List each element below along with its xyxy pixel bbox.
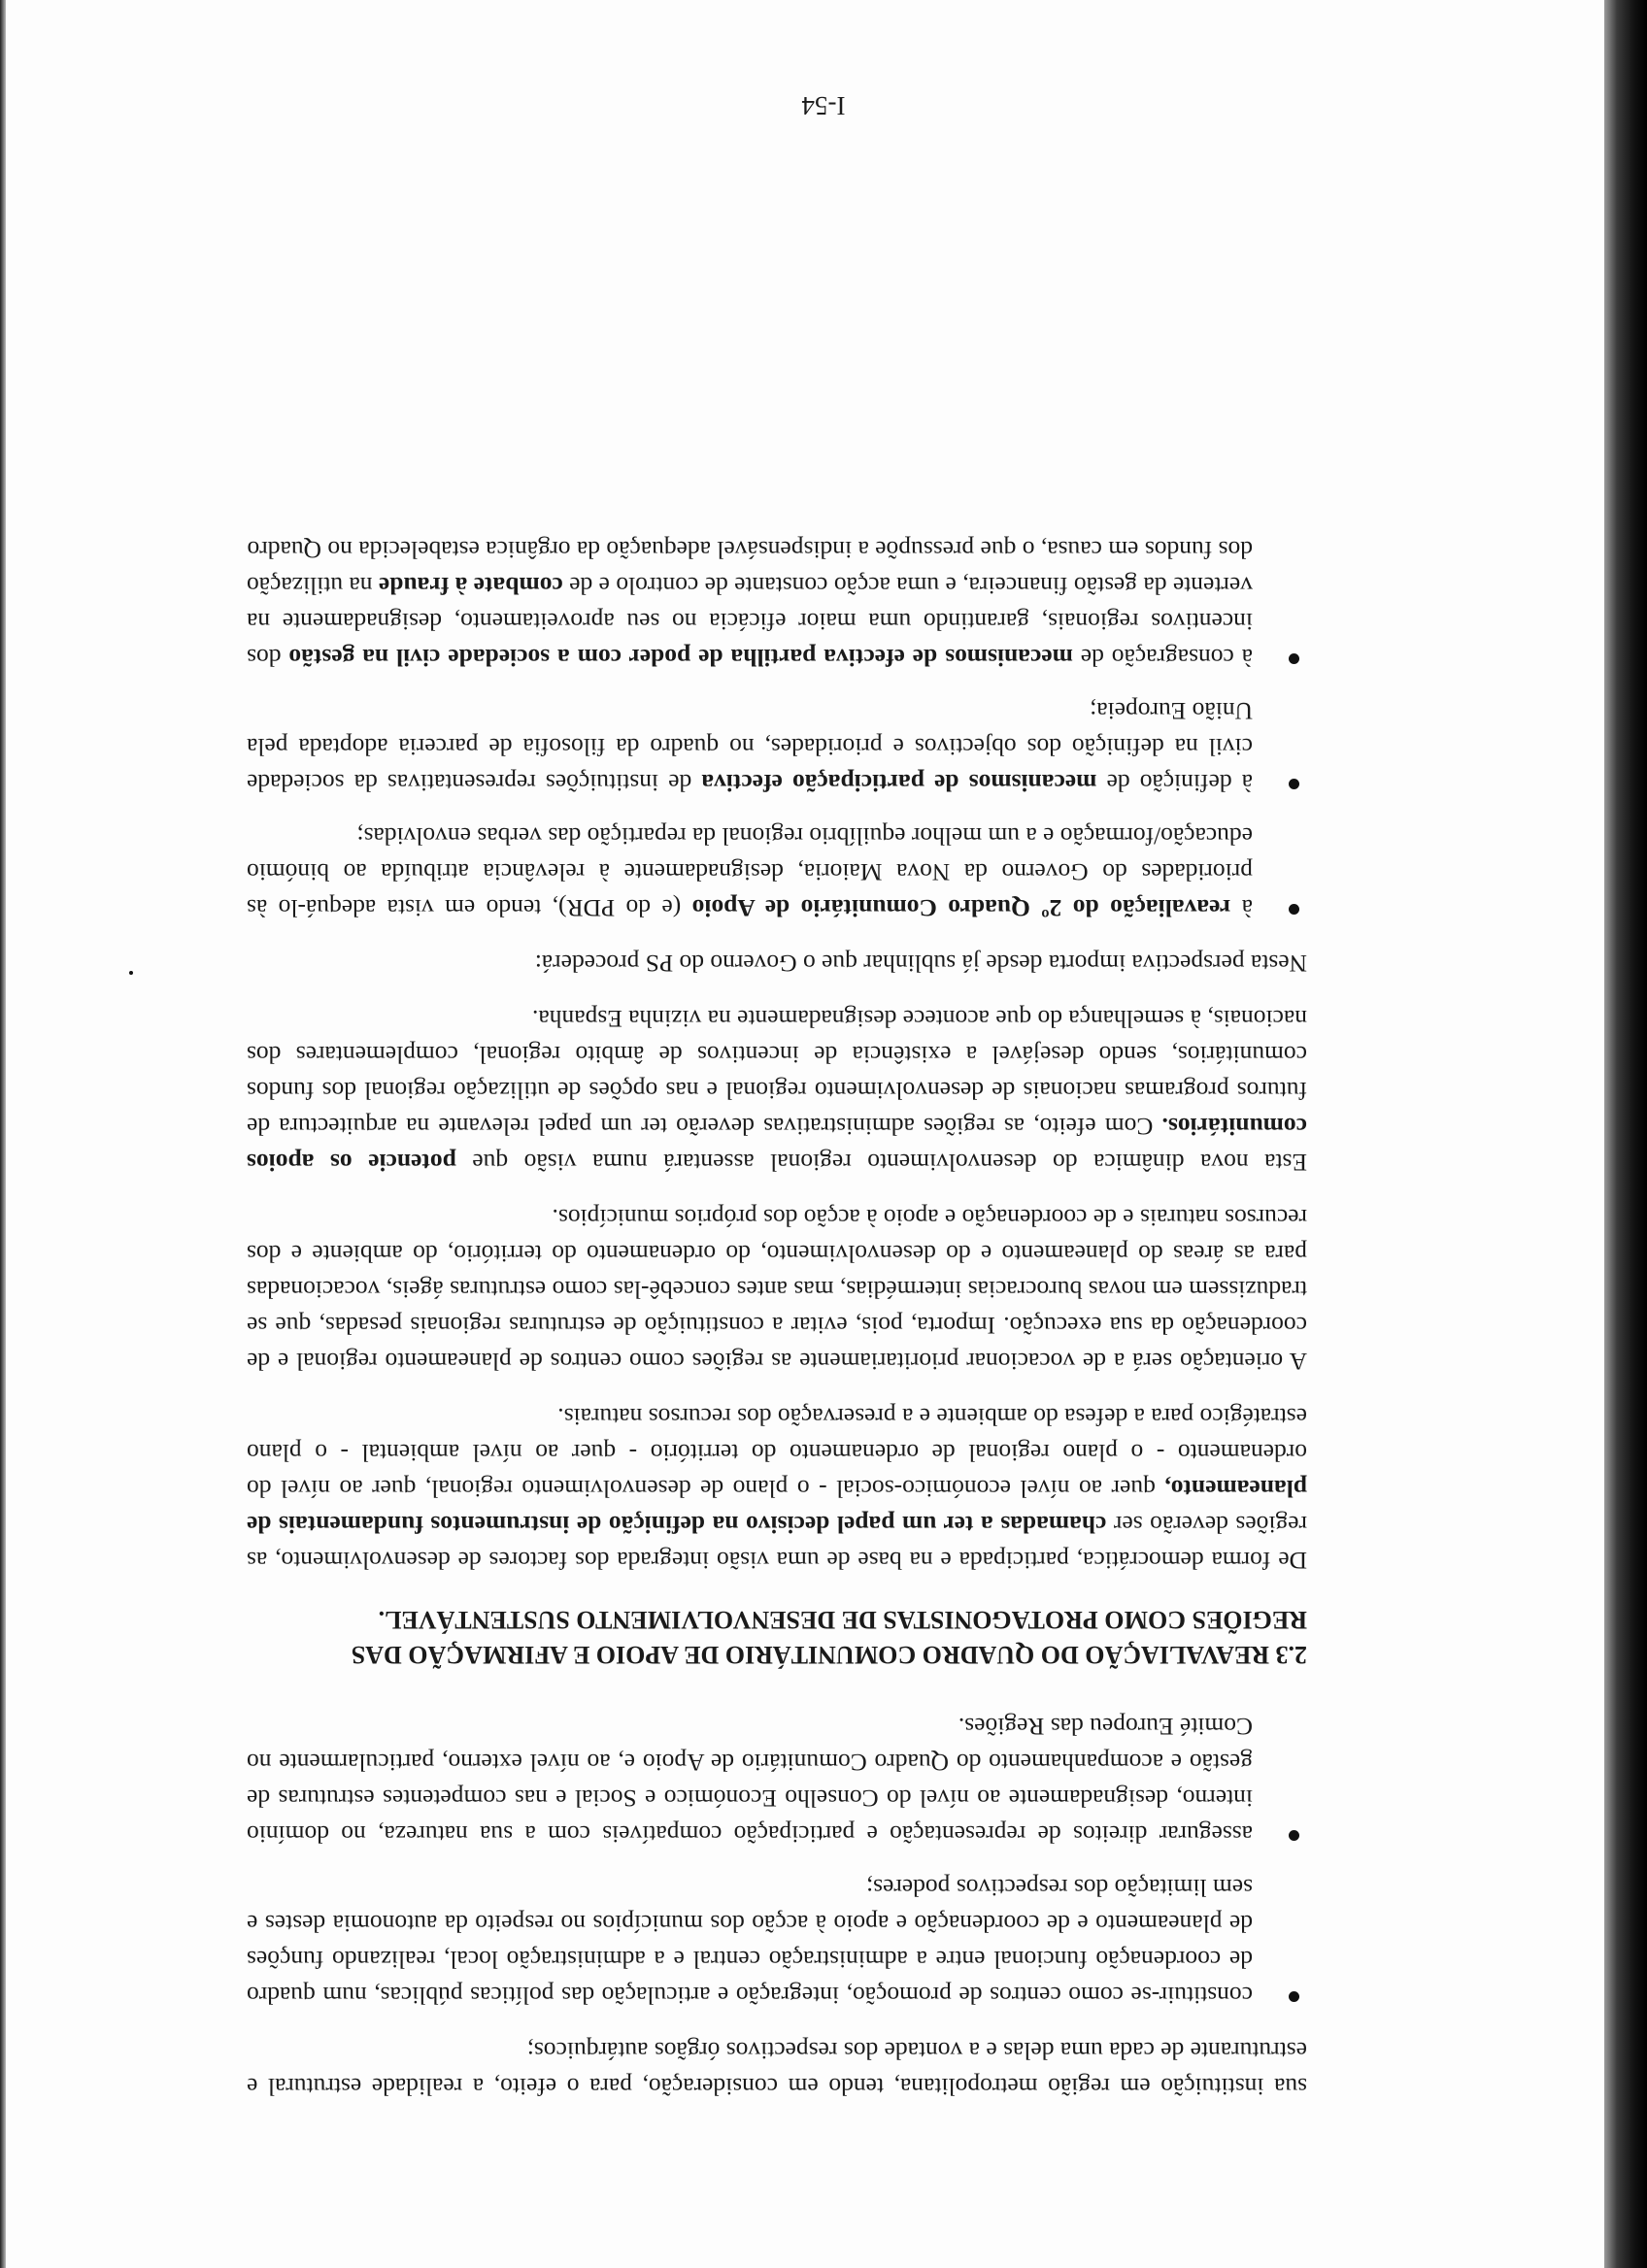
list-item xyxy=(247,1870,1307,2014)
bullet-icon xyxy=(1289,1830,1299,1841)
paragraph-perspective: Nesta perspectiva importa desde já sublinhar que o Governo do PS procederá: xyxy=(534,950,1307,978)
list-item xyxy=(247,1709,1307,1852)
continuation-paragraph: sua instituição em região metropolitana, tendo em consideração, para o efeito, a realidade estrutural e estruturante de cada uma delas e a vontade dos respectivos órgãos autárquicos; xyxy=(247,2037,1307,2101)
list-item-text: constituir-se como centros de promoção, integração e articulação das políticas públicas, num quadro de coordenação funcional entre a administração central e a administração local, realizando funções de planeamento e de coordenação e apoio à acção dos municípios no respeito da autonomia destes e sem limitação dos respectivos poderes; xyxy=(247,1874,1253,2010)
bullet-icon xyxy=(1289,1991,1299,2002)
list-item-text: dos incentivos regionais, garantindo uma maior eficácia no seu aproveitamento, designadamente na vertente da gestão financeira, e uma acção constante de controlo e de xyxy=(247,572,1253,672)
list-item-text: na utilização dos fundos em causa, o que pressupõe a indispensável adequação da orgânica estabelecida no Quadro xyxy=(246,536,1253,600)
paragraph-text: De forma democrática, participada e na base de uma visão integrada dos factores de desenvolvimento, as regiões deverão ser xyxy=(247,1511,1307,1575)
list-item-text: (e do PDR), tendo em vista adequá-lo às prioridades do Governo da Nova Maioria, designadamente à relevância atribuída ao binómio educação/formação e a um melhor equilíbrio regional da repartição das verbas envolvidas; xyxy=(246,822,1253,922)
emphasis-text: reavaliação do 2º Quadro Comunitário de Apoio xyxy=(691,894,1231,922)
paragraph-orientation: A orientação será a de vocacionar prioritariamente as regiões como centros de planeamento regional e de coordenação da sua execução. Importa, pois, evitar a constituição de estruturas regionais pesadas, que se traduzissem em novas burocracias intermédias, mas antes concebê-las como estruturas ágeis, vocacionadas para as áreas do planeamento e do desenvolvimento, do ordenamento do território, do ambiente e dos recursos naturais e de coordenação e apoio à acção dos próprios municípios. xyxy=(247,1204,1307,1376)
list-item-text: à xyxy=(1230,894,1253,922)
emphasis-text: combate à fraude xyxy=(378,572,563,600)
paragraph-text: Esta nova dinâmica do desenvolvimento regional assentará numa visão que xyxy=(455,1149,1307,1177)
emphasis-text: mecanismos de participação efectiva xyxy=(701,769,1097,797)
list-item-text: à definição de xyxy=(1096,769,1253,797)
list-item xyxy=(247,532,1307,676)
emphasis-text: mecanismos de efectiva partilha de poder com a sociedade civil na gestão xyxy=(288,644,1073,672)
bullet-icon xyxy=(1289,779,1299,789)
list-item-text: assegurar direitos de representação e participação compatíveis com a sua natureza, no domínio interno, designadamente ao nível do Conselho Económico e Social e nas competentes estruturas de gestão e acompanhamento do Quadro Comunitário de Apoio e, ao nível externo, particularmente no Comité Europeu das Regiões. xyxy=(247,1713,1253,1849)
paragraph-text: Com efeito, as regiões administrativas deverão ter um papel relevante na arquitectura de futuros programas nacionais de desenvolvimento regional e nas opções de utilização regional dos fundos comunitários, sendo desejável a existência de incentivos de âmbito regional, complementares dos nacionais, à semelhança do que acontece designadamente na vizinha Espanha. xyxy=(247,1005,1307,1141)
list-item-text: à consagração de xyxy=(1072,644,1253,672)
list-item xyxy=(247,693,1307,801)
paragraph-planning xyxy=(247,1399,1307,1579)
bullet-list-top xyxy=(247,1709,1307,2014)
emphasis-text: potencie os apoios comunitários. xyxy=(247,1113,1307,1177)
bullet-icon xyxy=(1289,904,1299,915)
paragraph-dynamics xyxy=(247,1001,1307,1181)
section-heading: 2.3 REAVALIAÇÃO DO QUADRO COMUNITÁRIO DE APOIO E AFIRMAÇÃO DAS REGIÕES COMO PROTAGONISTAS DE DESENVOLVIMENTO SUSTENTÁVEL. xyxy=(351,1606,1307,1669)
emphasis-text: chamadas a ter um papel decisivo na definição de instrumentos fundamentais de planeamento, xyxy=(247,1475,1307,1539)
bullet-list-bottom xyxy=(247,532,1307,926)
bullet-icon xyxy=(1289,653,1299,664)
paragraph-text: quer ao nível económico-social - o plano de desenvolvimento regional, quer ao nível do ordenamento - o plano regional de ordenamento do território - quer ao nível ambiental - o plano estratégico para a defesa do ambiente e a preservação dos recursos naturais. xyxy=(247,1403,1307,1503)
text-body xyxy=(247,513,1307,2105)
list-item-text: de instituições representativas da sociedade civil na definição dos objectivos e prioridades, no quadro da filosofia de parceria adoptada pela União Europeia; xyxy=(247,697,1253,797)
page-number: I-54 xyxy=(801,91,846,120)
list-item xyxy=(247,818,1307,926)
